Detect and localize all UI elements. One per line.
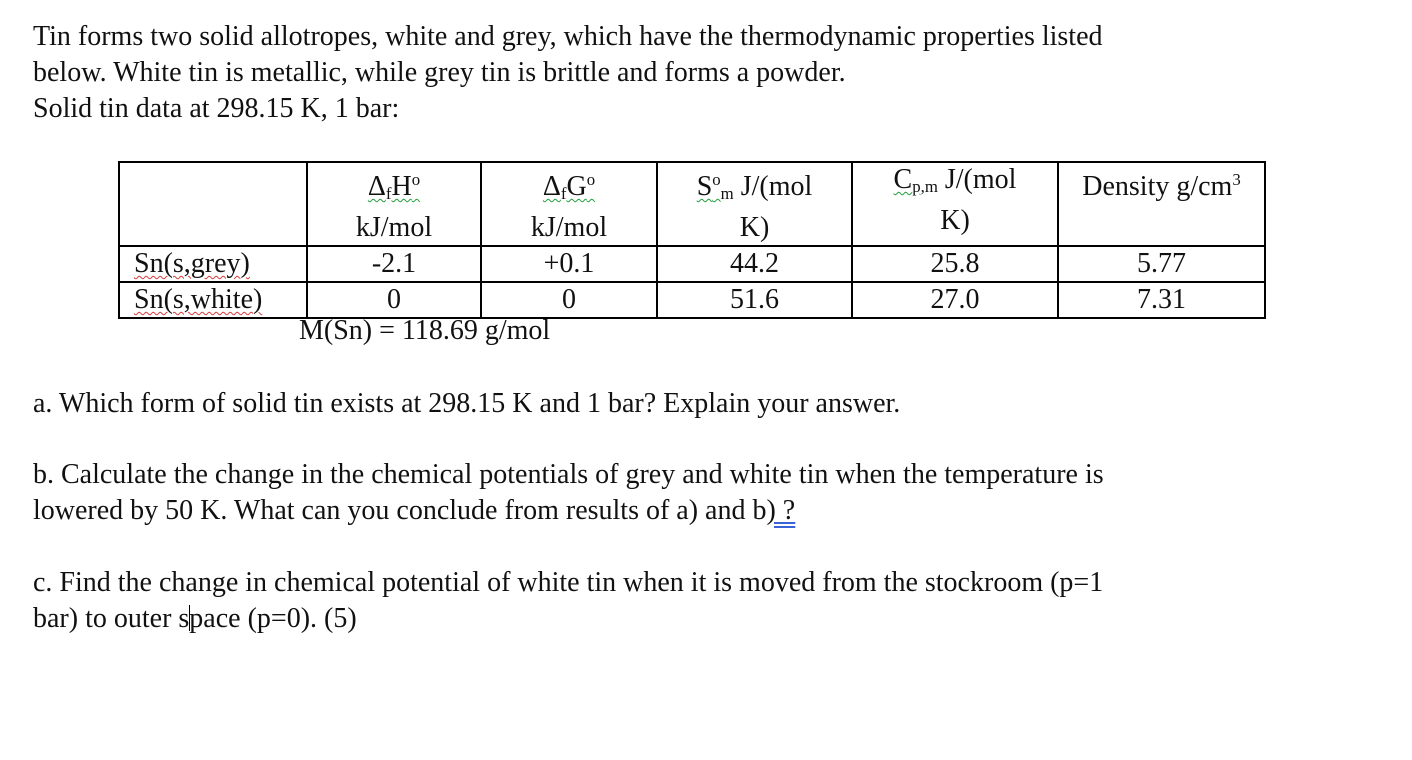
question-b-line-2 [33,493,795,529]
header-enthalpy: $\Delta_fH^o$ kJ/mol [307,162,481,246]
header-density: Density $g/cm^3$ [1058,162,1265,246]
cell-grey-density: 5.77 [1058,246,1265,282]
question-b-line-1: b. Calculate the change in the chemical potentials of grey and white tin when the temperature is [33,459,1104,490]
header-heat-capacity: $C_{p,m}$ J/(mol K) [852,162,1058,246]
cell-grey-gibbs: +0.1 [481,246,657,282]
header-empty-cell [119,162,307,246]
row-label-grey: Sn(s,grey) [119,246,307,282]
row-label-white: Sn(s,white) [119,282,307,318]
cell-white-density: 7.31 [1058,282,1265,318]
tin-data-table [118,161,1266,319]
table-header-row [119,162,1265,246]
header-gibbs: $\Delta_fG^o$ kJ/mol [481,162,657,246]
cell-grey-enthalpy: -2.1 [307,246,481,282]
cell-white-entropy: 51.6 [657,282,852,318]
question-b-line-2-main: lowered by 50 K. What can you conclude from results of a) and b [33,495,767,526]
question-a: a. Which form of solid tin exists at 298.15 K and 1 bar? Explain your answer. [33,388,901,419]
cell-white-heat-capacity: 27.0 [852,282,1058,318]
table-row-grey [119,246,1265,282]
molar-mass-note: M(Sn) = 118.69 g/mol [299,315,551,346]
intro-line-2: below. White tin is metallic, while grey tin is brittle and forms a powder. [33,57,846,88]
question-c-line-1: c. Find the change in chemical potential of white tin when it is moved from the stockroom (p=1 [33,567,1104,598]
cell-grey-entropy: 44.2 [657,246,852,282]
question-c-line-2 [33,601,357,637]
table-row-white [119,282,1265,318]
question-b-line-2-tail: ) ? [766,495,796,526]
cell-grey-heat-capacity: 25.8 [852,246,1058,282]
question-c-line-2-pre: bar) to outer s [33,603,190,634]
intro-line-1: Tin forms two solid allotropes, white and grey, which have the thermodynamic properties listed [33,21,1103,52]
cell-white-enthalpy: 0 [307,282,481,318]
cell-white-gibbs: 0 [481,282,657,318]
intro-line-3: Solid tin data at 298.15 K, 1 bar: [33,93,400,124]
header-entropy: $S^o_m$ J/(mol K) [657,162,852,246]
question-c-line-2-post: pace (p=0). (5) [189,603,357,634]
